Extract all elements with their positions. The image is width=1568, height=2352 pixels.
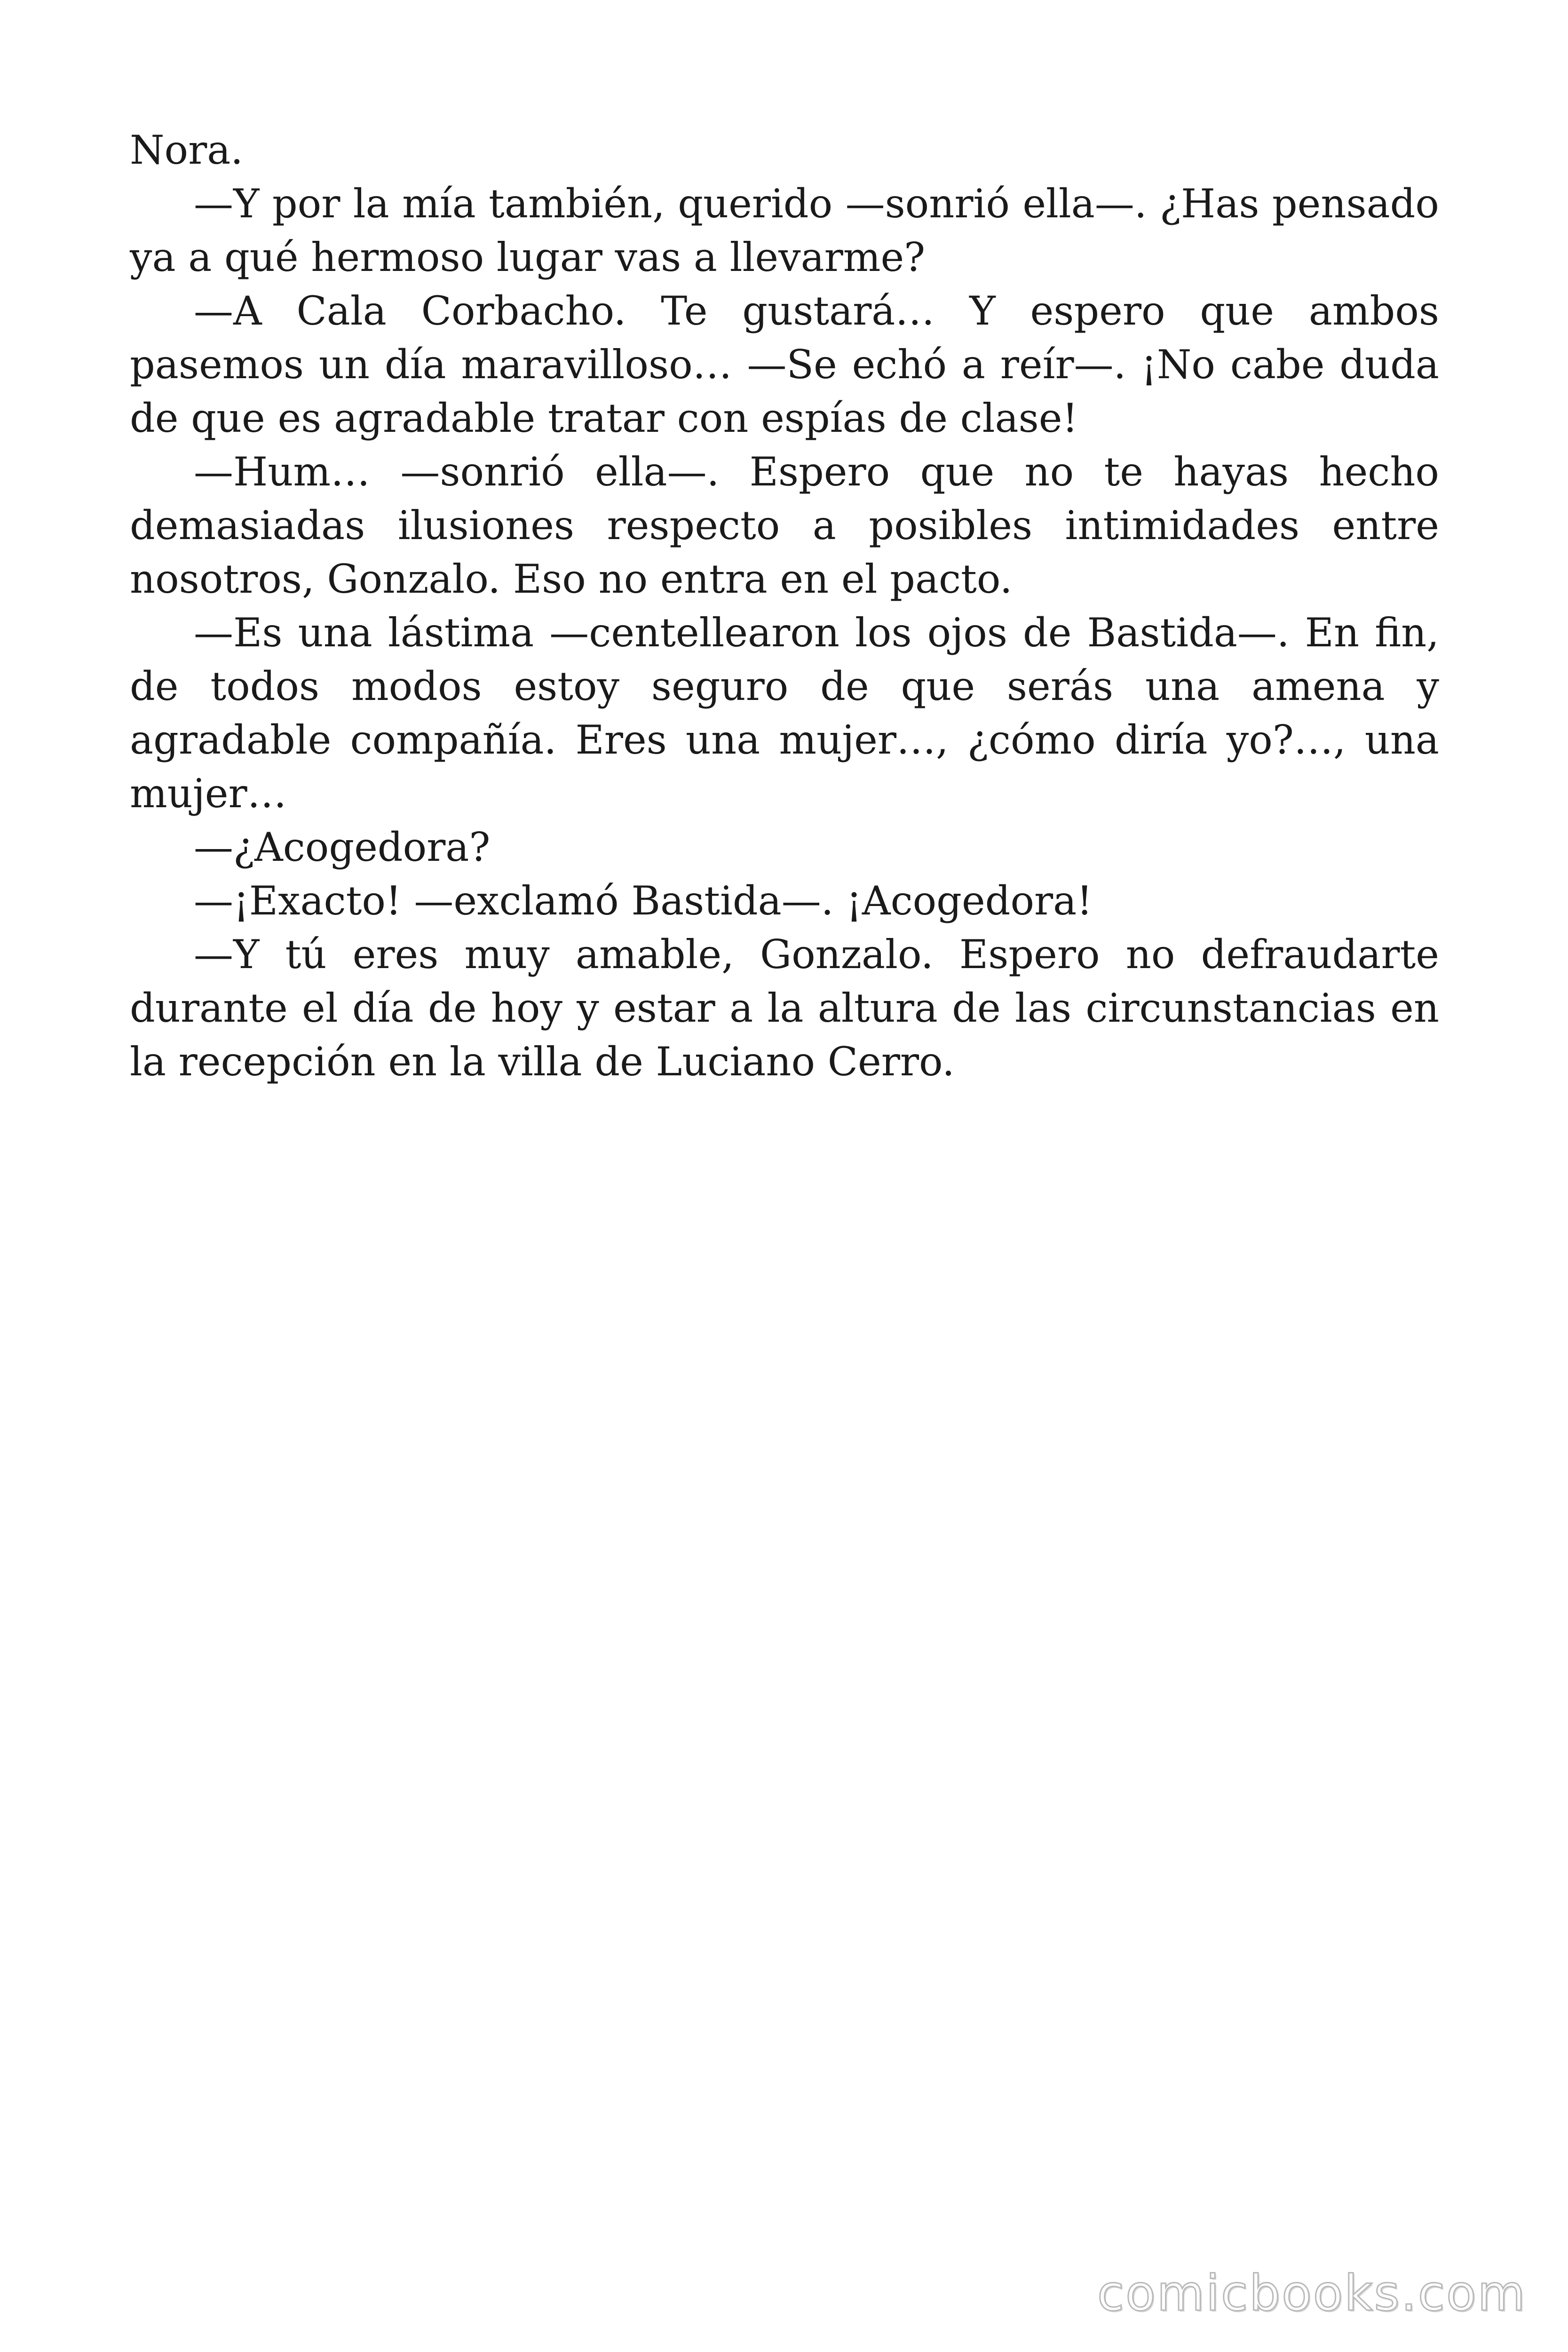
watermark: comicbooks.com <box>1097 2265 1527 2322</box>
page-text <box>130 123 1439 1089</box>
paragraph: —Es una lástima —centellearon los ojos de Bastida—. En fin, de todos modos estoy seguro de que serás una amena y agradable compañía. Eres una mujer…, ¿cómo diría yo?…, una mujer… <box>130 610 1439 817</box>
paragraph: —¿Acogedora? <box>194 824 491 870</box>
paragraph: —¡Exacto! —exclamó Bastida—. ¡Acogedora! <box>194 878 1093 924</box>
paragraph: Nora. <box>130 127 244 173</box>
paragraph: —Y tú eres muy amable, Gonzalo. Espero no defraudarte durante el día de hoy y estar a la altura de las circunstancias en la recepción en la villa de Luciano Cerro. <box>130 931 1439 1085</box>
paragraph: —Y por la mía también, querido —sonrió ella—. ¿Has pensado ya a qué hermoso lugar vas a llevarme? <box>130 181 1439 280</box>
paragraph: —Hum… —sonrió ella—. Espero que no te hayas hecho demasiadas ilusiones respecto a posibles intimidades entre nosotros, Gonzalo. Eso no entra en el pacto. <box>130 449 1439 602</box>
paragraph: —A Cala Corbacho. Te gustará… Y espero que ambos pasemos un día maravilloso… —Se echó a reír—. ¡No cabe duda de que es agradable tratar con espías de clase! <box>130 288 1439 441</box>
